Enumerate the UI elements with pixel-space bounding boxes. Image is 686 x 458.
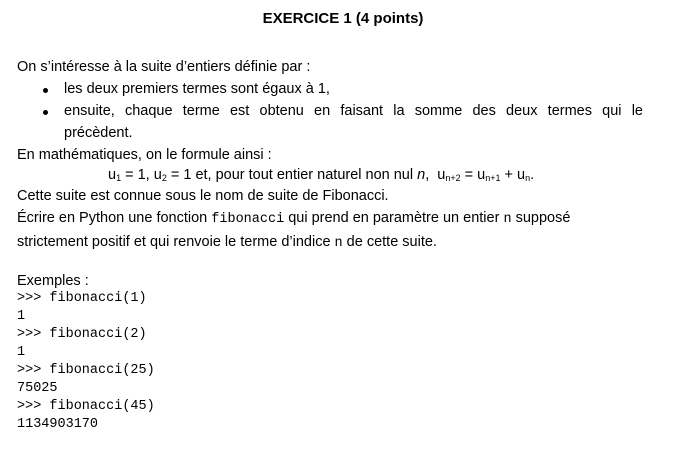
exercise-title: EXERCICE 1 (4 points) (262, 10, 424, 27)
examples-label: Exemples : (17, 273, 89, 289)
example-call: >>> fibonacci(45) (17, 399, 155, 414)
fibonacci-formula: $u_1 = 1$, $u_2 = 1$ et, pour tout entier naturel non nul n, $u_{n+2} = u_{n+1} + u_n$. (108, 167, 535, 183)
param-name: n (334, 236, 343, 251)
example-result: 1 (17, 309, 26, 324)
task-line-2: strictement positif et qui renvoie le terme d’indice n de cette suite. (17, 234, 437, 251)
formula-intro: En mathématiques, on le formule ainsi : (17, 147, 272, 163)
param-name: n (503, 212, 512, 227)
example-result: 75025 (17, 381, 58, 396)
example-call: >>> fibonacci(25) (17, 363, 155, 378)
function-name: fibonacci (211, 212, 285, 227)
bullet-dot-icon (43, 88, 48, 93)
bullet-item-2: ensuite, chaque terme est obtenu en faisant la somme des deux termes qui le (64, 103, 643, 119)
example-call: >>> fibonacci(1) (17, 291, 147, 306)
bullet-item-2-continued: précèdent. (64, 125, 133, 141)
bullet-dot-icon (43, 110, 48, 115)
bullet-item-1: les deux premiers termes sont égaux à 1, (64, 81, 330, 97)
fibonacci-name-text: Cette suite est connue sous le nom de suite de Fibonacci. (17, 188, 389, 204)
example-result: 1134903170 (17, 417, 99, 432)
intro-text: On s’intéresse à la suite d’entiers définie par : (17, 59, 311, 75)
example-result: 1 (17, 345, 26, 360)
task-line-1: Écrire en Python une fonction fibonacci qui prend en paramètre un entier n supposé (17, 210, 571, 227)
example-call: >>> fibonacci(2) (17, 327, 147, 342)
